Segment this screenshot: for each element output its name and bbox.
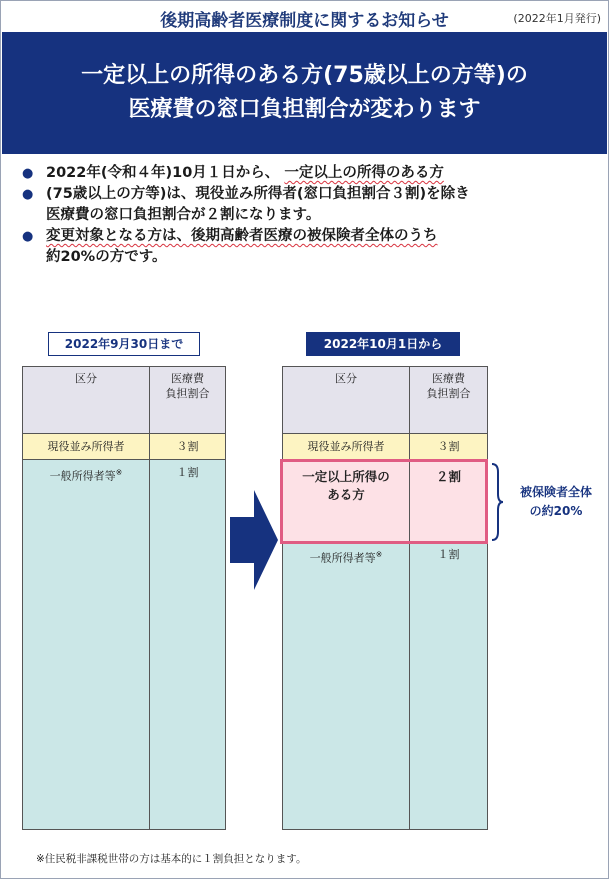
before-period-label: 2022年9月30日まで [48,332,200,356]
bullet-dot-icon: ● [22,166,34,181]
notice-title: 後期高齢者医療制度に関するお知らせ [160,11,449,31]
right-arrow-icon [230,490,280,590]
bullet-item [22,226,597,268]
footnote-mark: ※ [375,550,383,559]
share-label-line-1: 被保険者全体 [519,485,592,499]
footnote-mark: ※ [115,468,123,477]
table-row [23,434,225,460]
share-label [506,483,606,521]
headline-line-2: 医療費の窓口負担割合が変わります [128,97,481,122]
bullet-dot-icon: ● [22,187,34,202]
table-row [283,434,487,460]
bullet-1-prefix: 2022年(令和４年)10月１日から、 [46,165,280,181]
footnote: ※住民税非課税世帯の方は基本的に１割負担となります。 [36,853,307,865]
bullet-dot-icon: ● [22,229,34,244]
category-cell [23,460,150,829]
category-cell: 現役並み所得者 [23,434,150,459]
before-rate-table [22,366,226,830]
rate-header [410,367,487,433]
category-cell [283,542,410,829]
headline-banner [2,32,607,154]
rate-header-line-1: 医療費 [432,372,465,385]
table-row [23,460,225,829]
category-line-2: ある方 [327,487,365,502]
summary-bullets [22,163,597,268]
table-row [283,542,487,829]
bullet-3-line-1: 変更対象となる方は、後期高齢者医療の被保険者全体のうち [46,228,438,244]
issue-date: (2022年1月発行) [513,12,601,25]
bullet-item [22,184,597,226]
right-brace-icon [490,462,504,542]
bullet-2-line-2: 医療費の窓口負担割合が２割になります。 [46,207,321,223]
table-header-row [283,367,487,434]
bullet-2-line-1: (75歳以上の方等)は、現役並み所得者(窓口負担割合３割)を除き [46,186,470,202]
category-cell: 現役並み所得者 [283,434,410,459]
category-header: 区分 [23,367,150,433]
rate-cell: ３割 [437,440,460,453]
category-header: 区分 [283,367,410,433]
bullet-1-highlight: 一定以上の所得のある方 [284,165,444,181]
rate-cell: ３割 [176,440,199,453]
rate-cell: ２割 [435,469,461,484]
rate-header-line-2: 負担割合 [426,387,471,400]
headline-line-1: 一定以上の所得のある方(75歳以上の方等)の [81,63,528,88]
share-label-line-2: の約20% [529,504,583,518]
after-period-label: 2022年10月1日から [306,332,460,356]
rate-cell: １割 [176,466,199,479]
rate-header-line-2: 負担割合 [165,387,210,400]
table-header-row [23,367,225,434]
rate-cell: １割 [437,548,460,561]
rate-header-line-1: 医療費 [171,372,204,385]
bullet-3-line-2: 約20%の方です。 [46,249,167,265]
rate-header [150,367,225,433]
category-line-1: 一定以上所得の [302,469,390,484]
highlight-frame [280,459,488,544]
category-text: 一般所得者等 [49,469,116,483]
after-rate-table [282,366,488,830]
category-text: 一般所得者等 [309,551,376,565]
bullet-item [22,163,597,184]
